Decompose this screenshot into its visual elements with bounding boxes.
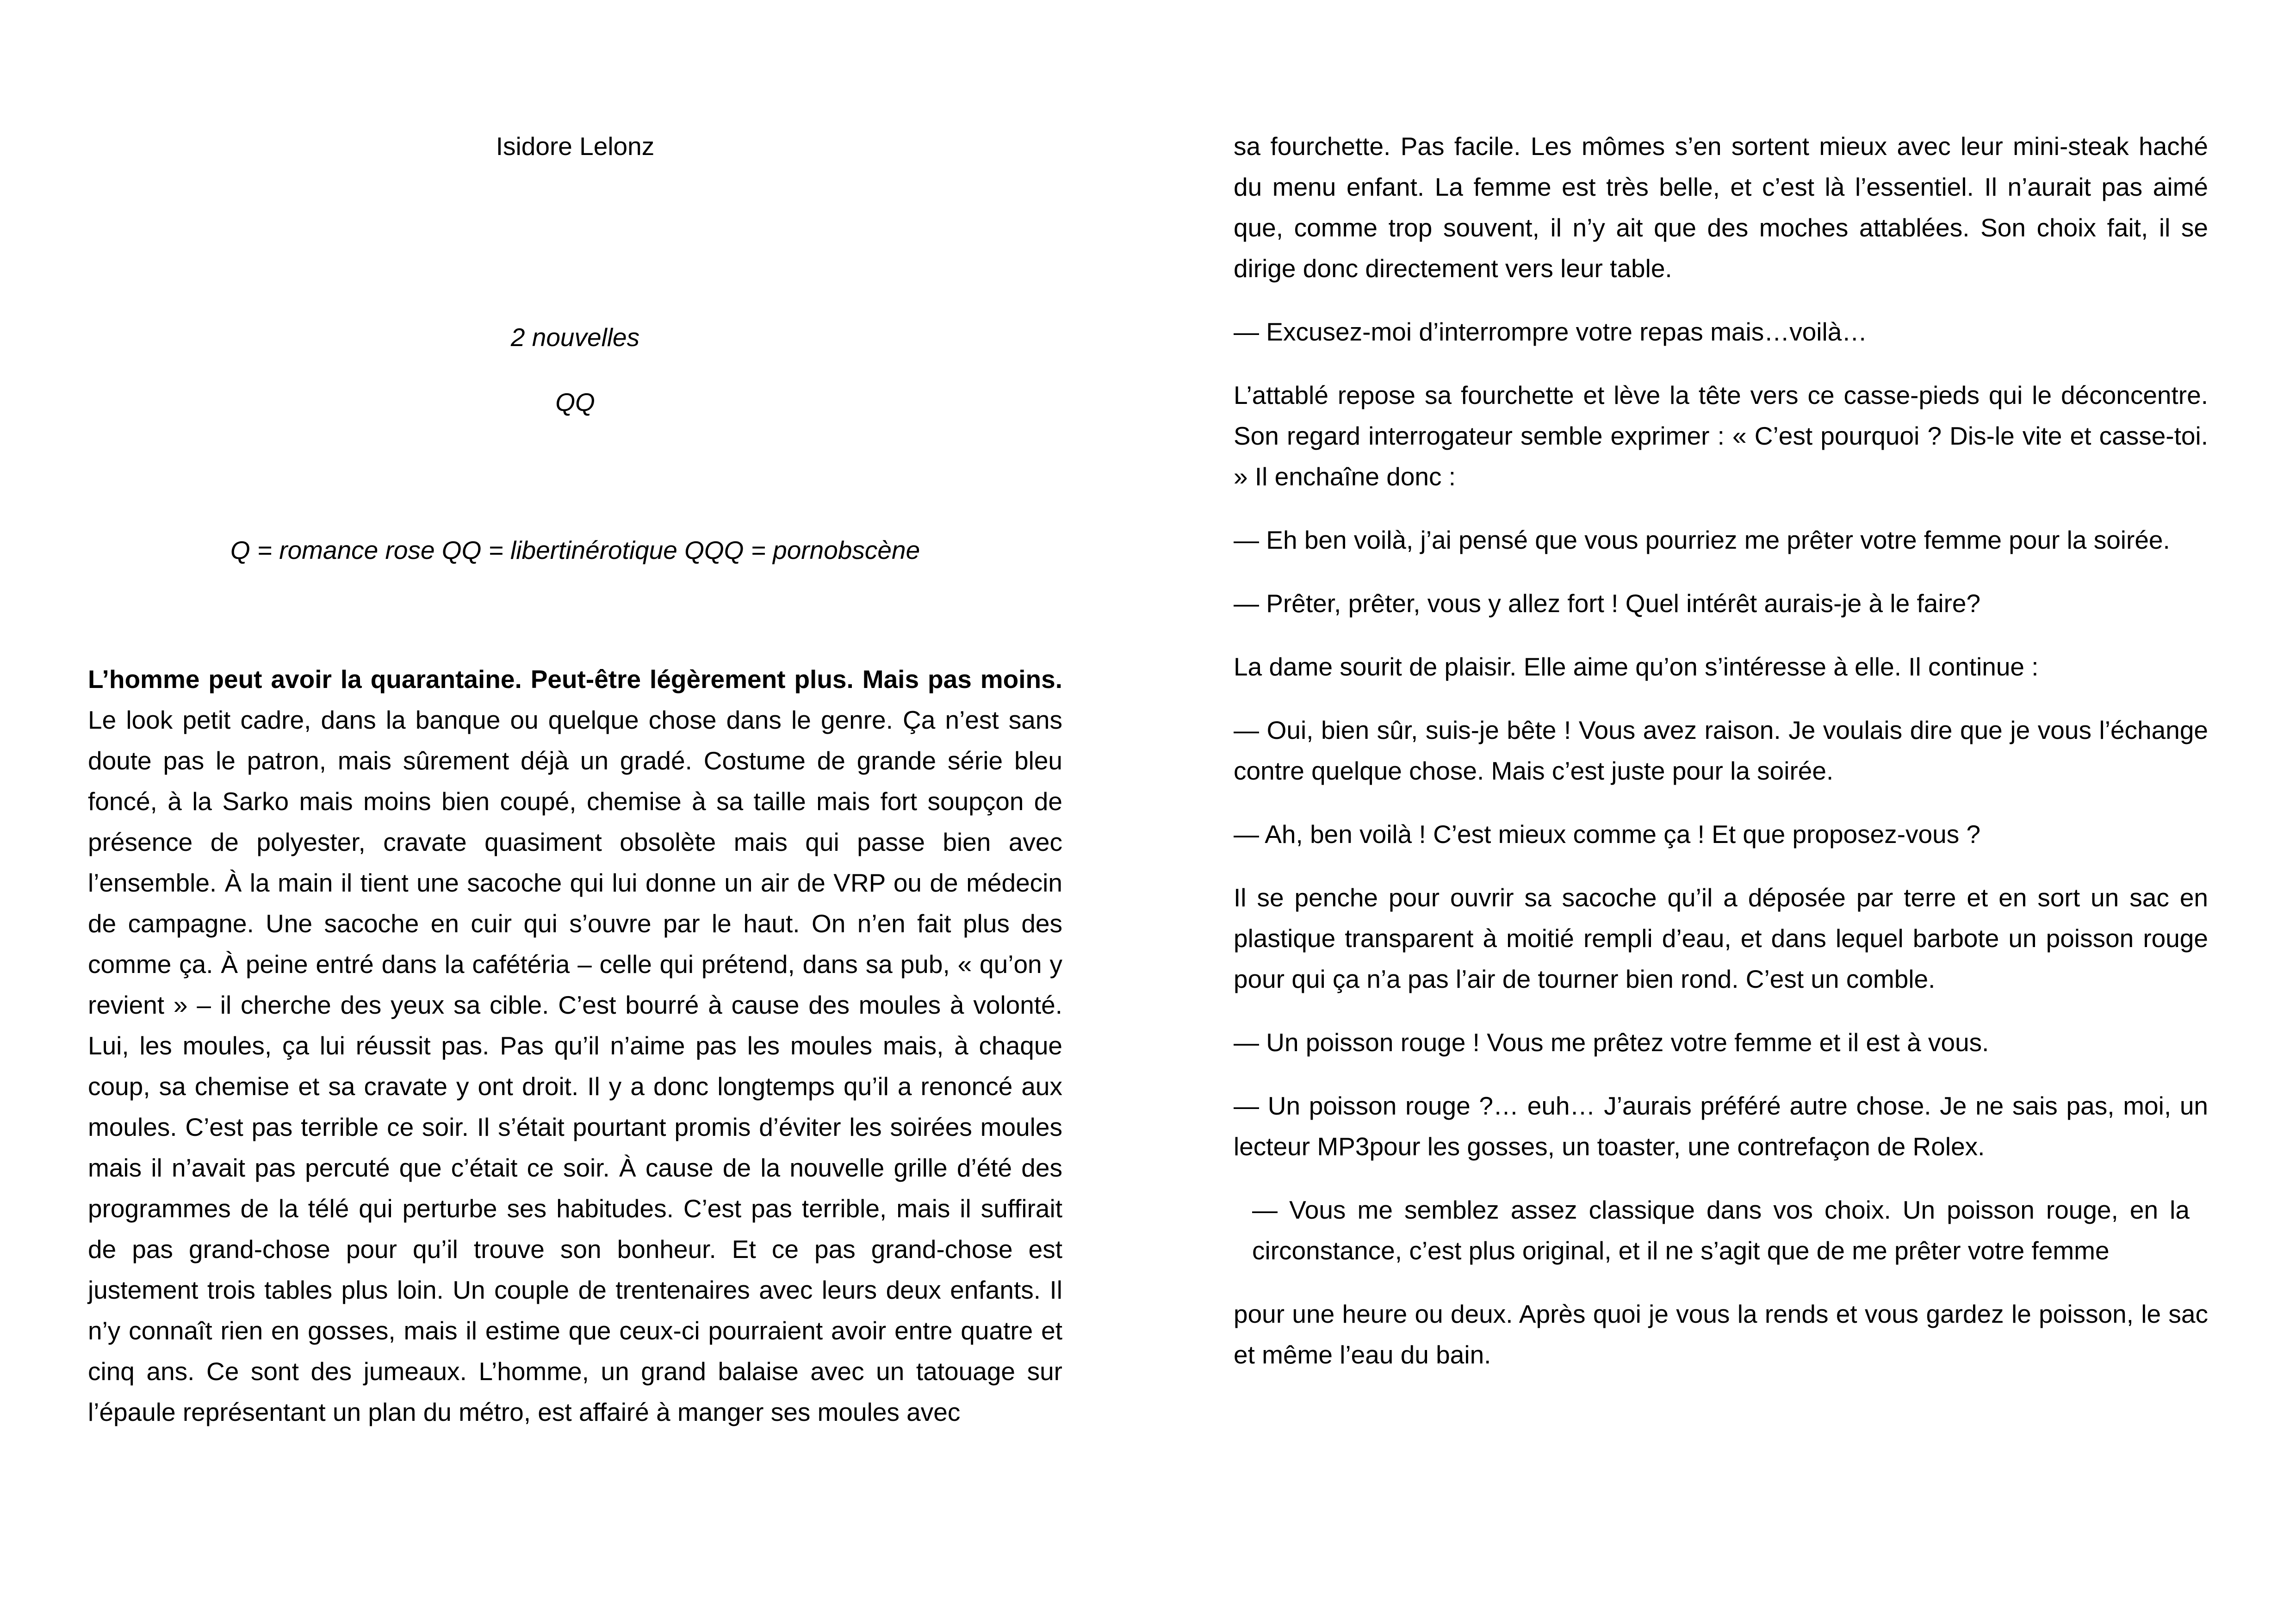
- paragraph: sa fourchette. Pas facile. Les mômes s’en sortent mieux avec leur mini-steak haché du menu enfant. La femme est très belle, et c’est là l’essentiel. Il n’aurait pas aimé que, comme trop souvent, il n’y ait que des moches attablées. Son choix fait, il se dirige donc directement vers leur table.: [1234, 132, 2208, 283]
- paragraph: Il se penche pour ouvrir sa sacoche qu’il a déposée par terre et en sort un sac en plastique transparent à moitié rempli d’eau, et dans lequel barbote un poisson rouge pour qui ça n’a pas l’air de tourner bien rond. C’est un comble.: [1234, 883, 2208, 993]
- dialogue-line: — Excusez-moi d’interrompre votre repas mais…voilà…: [1234, 317, 1868, 346]
- story-continuation: [1234, 126, 2208, 1375]
- dialogue-line: — Eh ben voilà, j’ai pensé que vous pourriez me prêter votre femme pour la soirée.: [1234, 526, 2170, 554]
- dialogue-line: — Vous me semblez assez classique dans vos choix. Un poisson rouge, en la circonstance, c’est plus original, et il ne s’agit que de me prêter votre femme: [1252, 1196, 2190, 1265]
- author-name: Isidore Lelonz: [496, 132, 655, 161]
- dialogue-line: — Prêter, prêter, vous y allez fort ! Quel intérêt aurais-je à le faire?: [1234, 589, 1981, 618]
- right-page: [1148, 0, 2296, 1623]
- rating-legend: Q = romance rose QQ = libertinérotique QQQ = pornobscène: [230, 536, 920, 564]
- story-opening-paragraph: [88, 659, 1062, 1432]
- dialogue-line: — Un poisson rouge ?… euh… J’aurais préféré autre chose. Je ne sais pas, moi, un lecteur MP3pour les gosses, un toaster, une contrefaçon de Rolex.: [1234, 1091, 2208, 1161]
- dialogue-line: — Oui, bien sûr, suis-je bête ! Vous avez raison. Je voulais dire que je vous l’échange contre quelque chose. Mais c’est juste pour la soirée.: [1234, 716, 2208, 785]
- story-opening-text: Le look petit cadre, dans la banque ou quelque chose dans le genre. Ça n’est sans doute pas le patron, mais sûrement déjà un gradé. Costume de grande série bleu foncé, à la Sarko mais moins bien coupé, chemise à sa taille mais fort soupçon de présence de polyester, cravate quasiment obsolète mais qui passe bien avec l’ensemble. À la main il tient une sacoche qui lui donne un air de VRP ou de médecin de campagne. Une sacoche en cuir qui s’ouvre par le haut. On n’en fait plus des comme ça. À peine entré dans la cafétéria – celle qui prétend, dans sa pub, « qu’on y revient » – il cherche des yeux sa cible. C’est bourré à cause des moules à volonté. Lui, les moules, ça lui réussit pas. Pas qu’il n’aime pas les moules mais, à chaque coup, sa chemise et sa cravate y ont droit. Il y a donc longtemps qu’il a renoncé aux moules. C’est pas terrible ce soir. Il s’était pourtant promis d’éviter les soirées moules mais il n’avait pas percuté que c’était ce soir. À cause de la nouvelle grille d’été des programmes de la télé qui perturbe ses habitudes. C’est pas terrible, mais il suffirait de pas grand-chose pour qu’il trouve son bonheur. Et ce pas grand-chose est justement trois tables plus loin. Un couple de trentenaires avec leurs deux enfants. Il n’y connaît rien en gosses, mais il estime que ceux-ci pourraient avoir entre quatre et cinq ans. Ce sont des jumeaux. L’homme, un grand balaise avec un tatouage sur l’épaule représentant un plan du métro, est affairé à manger ses moules avec: [88, 706, 1062, 1426]
- rating-label: QQ: [555, 388, 595, 416]
- story-opening-bold: L’homme peut avoir la quarantaine. Peut-être légèrement plus. Mais pas moins.: [88, 665, 1062, 694]
- dialogue-line: — Un poisson rouge ! Vous me prêtez votre femme et il est à vous.: [1234, 1028, 1989, 1057]
- paragraph: La dame sourit de plaisir. Elle aime qu’on s’intéresse à elle. Il continue :: [1234, 652, 2039, 681]
- dialogue-line: — Ah, ben voilà ! C’est mieux comme ça ! Et que proposez-vous ?: [1234, 820, 1981, 849]
- paragraph: L’attablé repose sa fourchette et lève la tête vers ce casse-pieds qui le déconcentre. Son regard interrogateur semble exprimer : « C’est pourquoi ? Dis-le vite et casse-toi. » Il enchaîne donc :: [1234, 381, 2208, 491]
- paragraph: pour une heure ou deux. Après quoi je vous la rends et vous gardez le poisson, le sac et même l’eau du bain.: [1234, 1300, 2208, 1369]
- collection-subtitle: 2 nouvelles: [510, 323, 640, 352]
